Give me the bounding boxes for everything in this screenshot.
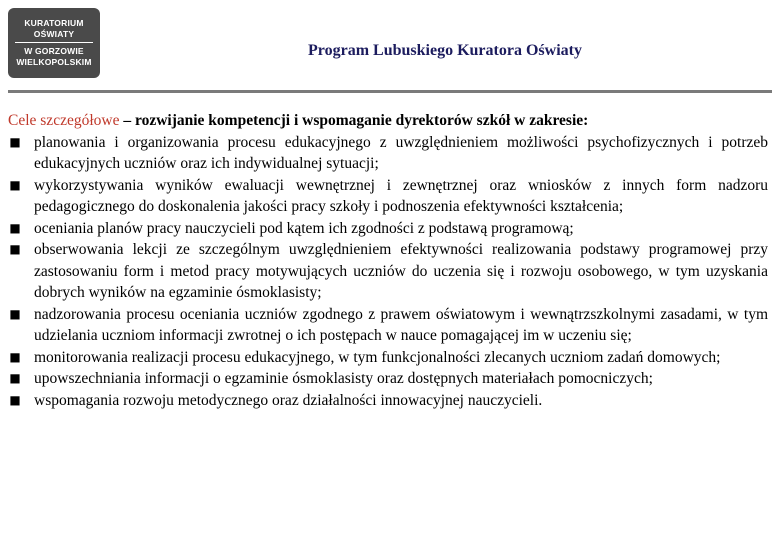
square-bullet-icon: ■: [9, 371, 21, 385]
square-bullet-icon: ■: [9, 220, 21, 235]
slide-content: [8, 110, 768, 411]
page-title: Program Lubuskiego Kuratora Oświaty: [308, 42, 582, 59]
logo-line: WIELKOPOLSKIM: [16, 57, 92, 67]
kuratorium-logo: [8, 8, 100, 78]
list-item-text: upowszechniania informacji o egzaminie ósmoklasisty oraz dostępnych materiałach pomocniczych;: [34, 370, 653, 387]
list-item: [8, 218, 768, 240]
list-item: [8, 175, 768, 218]
list-item: [8, 368, 768, 390]
square-bullet-icon: ■: [9, 242, 21, 256]
square-bullet-icon: ■: [9, 177, 21, 192]
list-item: [8, 347, 768, 369]
list-item-text: planowania i organizowania procesu edukacyjnego z uwzględnieniem możliwości psychofizycznych i potrzeb edukacyjnych uczniów oraz ich indywidualnej sytuacji;: [34, 133, 768, 172]
logo-divider: [15, 42, 93, 43]
logo-line: OŚWIATY: [33, 29, 75, 39]
list-item-text: nadzorowania procesu oceniania uczniów zgodnego z prawem oświatowym i wewnątrzszkolnymi zasadami, w tym udzielania uczniom informacji zwrotnej o ich postępach w nauce pomagającej im w uczeniu się;: [34, 305, 768, 344]
list-item: [8, 390, 768, 412]
list-item-text: wspomagania rozwoju metodycznego oraz działalności innowacyjnej nauczycieli.: [34, 391, 543, 409]
intro-text: – rozwijanie kompetencji i wspomaganie dyrektorów szkół w zakresie:: [119, 112, 589, 129]
square-bullet-icon: ■: [9, 306, 21, 321]
logo-line: KURATORIUM: [24, 18, 84, 28]
list-item-text: obserwowania lekcji ze szczególnym uwzględnieniem efektywności realizowania podstawy programowej przy zastosowaniu form i metod pracy motywujących uczniów do uczenia się i rozwoju osobowego, w tym uzyskania dobrych wyników na egzaminie ósmoklasisty;: [34, 241, 768, 301]
list-item: [8, 304, 768, 347]
objectives-list: [8, 132, 768, 412]
square-bullet-icon: ■: [9, 134, 21, 149]
intro-line: [8, 110, 768, 132]
list-item: [8, 239, 768, 304]
list-item: [8, 132, 768, 175]
list-item-text: monitorowania realizacji procesu edukacyjnego, w tym funkcjonalności zlecanych uczniom zadań domowych;: [34, 348, 721, 366]
square-bullet-icon: ■: [9, 392, 21, 407]
list-item-text: wykorzystywania wyników ewaluacji wewnętrznej i zewnętrznej oraz wniosków z innych form nadzoru pedagogicznego do doskonalenia jakości pracy szkoły i podnoszenia efektywności kształcenia;: [34, 176, 768, 215]
list-item-text: oceniania planów pracy nauczycieli pod kątem ich zgodności z podstawą programową;: [34, 219, 574, 237]
header-divider: [8, 90, 772, 93]
intro-accent-text: Cele szczegółowe: [8, 112, 120, 129]
logo-line: W GORZOWIE: [24, 46, 84, 56]
square-bullet-icon: ■: [9, 349, 21, 364]
